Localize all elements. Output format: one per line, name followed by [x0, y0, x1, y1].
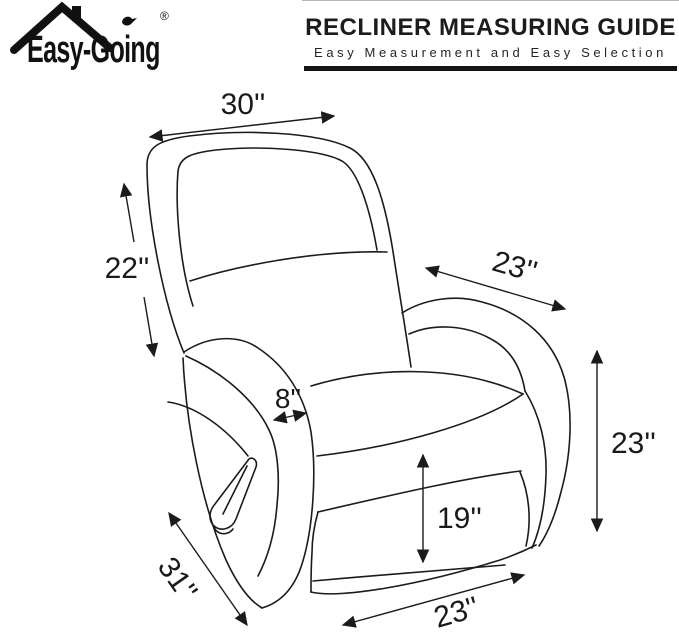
- right-armrest-outer-roll: [402, 298, 570, 546]
- left-armrest-outer-roll: [184, 339, 314, 608]
- dimension-label: 23'': [488, 244, 541, 289]
- page-title: RECLINER MEASURING GUIDE: [305, 14, 676, 41]
- dimension-bottom-front-width: [343, 575, 524, 635]
- registered-trademark: ®: [160, 9, 169, 23]
- chair-back-seam: [190, 252, 387, 281]
- right-armrest-inner-roll: [409, 327, 525, 391]
- chair-back-outer-outline: [147, 132, 411, 367]
- dimension-label: 23'': [611, 427, 656, 460]
- dimension-right-side-height: [597, 351, 656, 531]
- brand-logo-text: Easy-Going: [27, 27, 160, 71]
- footrest-right-corner: [520, 472, 529, 546]
- dimension-label: 22'': [104, 252, 150, 285]
- left-armrest-panel-seam: [168, 402, 248, 456]
- dimension-seat-front-height: [423, 455, 482, 562]
- dimension-label: 30'': [220, 88, 266, 121]
- seat-front-top-edge: [317, 394, 523, 456]
- dimension-label: 8'': [274, 383, 302, 414]
- dimension-top-back-width: [150, 88, 334, 137]
- page-subtitle: Easy Measurement and Easy Selection: [314, 45, 667, 60]
- seat-front-lower-seam: [318, 471, 521, 512]
- dimension-label: 31'': [150, 551, 204, 607]
- recliner-line-drawing: [147, 132, 570, 608]
- right-armrest-inner-face: [525, 391, 546, 548]
- recliner-lever: [210, 458, 256, 534]
- left-armrest-roll-seam: [186, 356, 278, 576]
- dimension-armrest-width: [274, 383, 306, 420]
- dimension-label: 19'': [437, 502, 482, 535]
- dimension-label: 23'': [430, 590, 483, 635]
- chair-back-cushion-outline: [177, 148, 377, 306]
- dimension-back-side-height: [105, 184, 154, 356]
- seat-back-edge: [311, 372, 523, 394]
- dimension-upper-right-diagonal: [426, 245, 565, 309]
